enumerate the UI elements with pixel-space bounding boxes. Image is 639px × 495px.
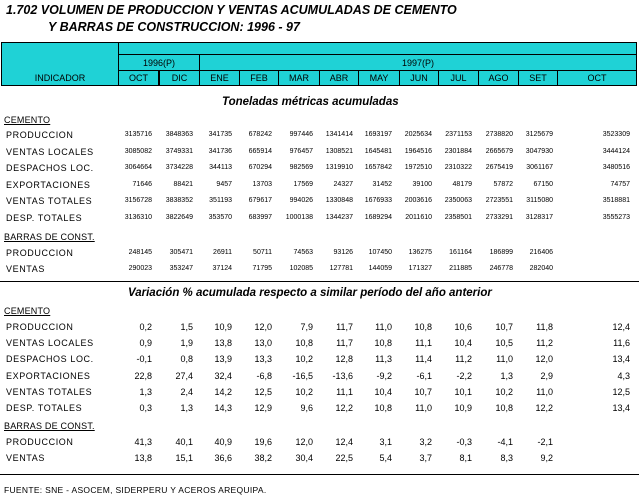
group-barras-tons: BARRAS DE CONST. bbox=[4, 232, 95, 242]
cell-value: 13,9 bbox=[214, 354, 232, 365]
table-row bbox=[0, 264, 639, 277]
row-label: EXPORTACIONES bbox=[6, 179, 91, 190]
cell-value: 32,4 bbox=[214, 370, 232, 381]
row-label: DESPACHOS LOC. bbox=[6, 163, 94, 173]
cell-value: 3838352 bbox=[165, 197, 193, 204]
cell-value: 290023 bbox=[128, 265, 152, 272]
cell-value: 15,1 bbox=[175, 453, 193, 463]
cell-value: 3064664 bbox=[124, 164, 152, 171]
table-row bbox=[0, 248, 639, 261]
cell-value: 10,1 bbox=[454, 386, 472, 397]
cell-value: 679617 bbox=[248, 197, 272, 204]
cell-value: 9,2 bbox=[540, 453, 553, 463]
header-spacer bbox=[118, 42, 637, 55]
month-header-set-10: SET bbox=[518, 70, 558, 86]
cell-value: 11,2 bbox=[455, 354, 472, 365]
month-header-mar-4: MAR bbox=[278, 70, 320, 86]
month-header-oct-0: OCT bbox=[118, 70, 159, 86]
cell-value: 12,5 bbox=[254, 386, 272, 397]
cell-value: 2025634 bbox=[404, 131, 432, 138]
cell-value: 3125679 bbox=[525, 131, 553, 138]
cell-value: 67150 bbox=[533, 180, 553, 188]
cell-value: 9457 bbox=[216, 180, 232, 188]
cell-value: 11,1 bbox=[415, 338, 432, 349]
section-title-variacion: Variación % acumulada respecto a similar período del año anterior bbox=[128, 287, 492, 299]
cell-value: 171327 bbox=[408, 265, 432, 272]
cell-value: 3444124 bbox=[602, 147, 630, 155]
cell-value: 9,6 bbox=[300, 403, 313, 413]
month-header-dic-1: DIC bbox=[159, 70, 200, 86]
cell-value: 1330848 bbox=[325, 197, 353, 204]
cell-value: 39100 bbox=[412, 180, 432, 188]
cell-value: 1693197 bbox=[364, 131, 392, 138]
cell-value: 2003616 bbox=[404, 197, 432, 204]
cell-value: 2,4 bbox=[180, 386, 193, 397]
cell-value: 683997 bbox=[248, 213, 272, 221]
cell-value: 0,3 bbox=[139, 403, 152, 413]
divider-bottom bbox=[0, 474, 639, 475]
cell-value: 351193 bbox=[209, 197, 232, 204]
cell-value: 12,8 bbox=[335, 354, 353, 365]
cell-value: 36,6 bbox=[214, 453, 232, 463]
cell-value: 1645481 bbox=[364, 147, 392, 155]
cell-value: 1972510 bbox=[404, 164, 432, 171]
cell-value: -2,2 bbox=[456, 370, 472, 381]
row-label: PRODUCCION bbox=[6, 322, 74, 332]
cell-value: 3848363 bbox=[165, 131, 193, 138]
table-row bbox=[0, 338, 639, 351]
cell-value: 1,3 bbox=[139, 386, 152, 397]
cell-value: 3156728 bbox=[124, 197, 152, 204]
cell-value: 22,5 bbox=[335, 453, 353, 463]
cell-value: 10,8 bbox=[374, 338, 392, 349]
cell-value: 13703 bbox=[252, 180, 272, 188]
cell-value: -9,2 bbox=[376, 370, 392, 381]
cell-value: 38,2 bbox=[254, 453, 272, 463]
cell-value: 305471 bbox=[169, 249, 193, 256]
cell-value: 997446 bbox=[289, 131, 313, 138]
cell-value: 670294 bbox=[248, 164, 272, 171]
cell-value: 2371153 bbox=[445, 131, 472, 138]
cell-value: 41,3 bbox=[134, 437, 152, 447]
month-header-oct-11: OCT bbox=[557, 70, 637, 86]
cell-value: 1308521 bbox=[325, 147, 353, 155]
cell-value: 2,9 bbox=[540, 370, 553, 381]
divider-top bbox=[0, 281, 639, 282]
cell-value: 2733291 bbox=[485, 213, 513, 221]
cell-value: 13,4 bbox=[612, 354, 630, 365]
indicador-header: INDICADOR bbox=[1, 42, 119, 86]
cell-value: -6,8 bbox=[256, 370, 272, 381]
cell-value: 13,8 bbox=[214, 338, 232, 349]
month-header-feb-3: FEB bbox=[239, 70, 279, 86]
cell-value: 12,0 bbox=[254, 322, 272, 332]
cell-value: 11,7 bbox=[336, 322, 353, 332]
month-header-jul-8: JUL bbox=[438, 70, 479, 86]
cell-value: 3,7 bbox=[419, 453, 432, 463]
cell-value: 40,1 bbox=[175, 437, 193, 447]
cell-value: 344113 bbox=[209, 164, 232, 171]
cell-value: 10,7 bbox=[414, 386, 432, 397]
cell-value: 3,1 bbox=[379, 437, 392, 447]
cell-value: 10,8 bbox=[414, 322, 432, 332]
cell-value: 1344237 bbox=[325, 213, 353, 221]
cell-value: 341735 bbox=[208, 131, 232, 138]
cell-value: 11,7 bbox=[336, 338, 353, 349]
cell-value: 3734228 bbox=[165, 164, 193, 171]
cell-value: 74563 bbox=[293, 249, 313, 256]
cell-value: 12,2 bbox=[335, 403, 353, 413]
cell-value: 2665679 bbox=[485, 147, 513, 155]
cell-value: 216406 bbox=[529, 249, 553, 256]
cell-value: 3555273 bbox=[602, 213, 630, 221]
row-label: DESP. TOTALES bbox=[6, 403, 83, 413]
cell-value: -16,5 bbox=[292, 370, 313, 381]
row-label: PRODUCCION bbox=[6, 248, 74, 258]
cell-value: -6,1 bbox=[416, 370, 432, 381]
cell-value: 57872 bbox=[493, 180, 513, 188]
cell-value: 1689294 bbox=[364, 213, 392, 221]
cell-value: 2738820 bbox=[485, 131, 513, 138]
cell-value: 48179 bbox=[452, 180, 472, 188]
cell-value: 37124 bbox=[212, 265, 232, 272]
table-row bbox=[0, 387, 639, 400]
row-label: EXPORTACIONES bbox=[6, 370, 91, 381]
cell-value: 10,9 bbox=[214, 322, 232, 332]
cell-value: 13,0 bbox=[254, 338, 272, 349]
cell-value: 12,5 bbox=[612, 386, 630, 397]
cell-value: 12,4 bbox=[335, 437, 353, 447]
cell-value: -4,1 bbox=[497, 437, 513, 447]
table-row bbox=[0, 371, 639, 384]
cell-value: 3128317 bbox=[525, 213, 553, 221]
cell-value: 40,9 bbox=[214, 437, 232, 447]
cell-value: -2,1 bbox=[537, 437, 553, 447]
cell-value: 3115080 bbox=[526, 197, 553, 204]
cell-value: 282040 bbox=[529, 265, 553, 272]
cell-value: 5,4 bbox=[379, 453, 392, 463]
cell-value: 0,8 bbox=[180, 354, 193, 365]
cell-value: 17569 bbox=[293, 180, 313, 188]
cell-value: 3085082 bbox=[124, 147, 152, 155]
cell-value: -0,3 bbox=[456, 437, 472, 447]
cell-value: 0,9 bbox=[139, 338, 152, 349]
cell-value: 74757 bbox=[610, 180, 630, 188]
group-cemento-tons: CEMENTO bbox=[4, 115, 51, 125]
cell-value: 2011610 bbox=[405, 213, 432, 221]
table-row bbox=[0, 130, 639, 143]
cell-value: 107450 bbox=[368, 249, 392, 256]
cell-value: 3480516 bbox=[602, 164, 630, 171]
cell-value: 7,9 bbox=[300, 322, 313, 332]
cell-value: 93126 bbox=[333, 249, 353, 256]
title-line-1: 1.702 VOLUMEN DE PRODUCCION Y VENTAS ACUMULADAS DE CEMENTO bbox=[6, 3, 457, 17]
cell-value: 10,7 bbox=[495, 322, 513, 332]
cell-value: 11,3 bbox=[375, 354, 392, 365]
cell-value: 12,0 bbox=[535, 354, 553, 365]
table-row bbox=[0, 403, 639, 416]
group-cemento-pct: CEMENTO bbox=[4, 306, 51, 316]
cell-value: 8,3 bbox=[500, 453, 513, 463]
table-row bbox=[0, 322, 639, 335]
cell-value: 976457 bbox=[289, 147, 313, 155]
cell-value: 13,4 bbox=[612, 403, 630, 413]
cell-value: 3047930 bbox=[525, 147, 553, 155]
row-label: VENTAS LOCALES bbox=[6, 146, 94, 157]
cell-value: 1000138 bbox=[285, 213, 313, 221]
cell-value: 2301884 bbox=[444, 147, 472, 155]
cell-value: 10,4 bbox=[454, 338, 472, 349]
table-row bbox=[0, 213, 639, 226]
cell-value: 14,3 bbox=[214, 403, 232, 413]
cell-value: 12,4 bbox=[612, 322, 630, 332]
table-row bbox=[0, 354, 639, 367]
cell-value: 31452 bbox=[372, 180, 392, 188]
month-header-ago-9: AGO bbox=[478, 70, 519, 86]
cell-value: 1,3 bbox=[500, 370, 513, 381]
cell-value: 24327 bbox=[333, 180, 353, 188]
cell-value: 2723551 bbox=[485, 197, 513, 204]
cell-value: 341736 bbox=[208, 147, 232, 155]
cell-value: 50711 bbox=[253, 249, 272, 256]
cell-value: 3136310 bbox=[124, 213, 152, 221]
cell-value: 14,2 bbox=[214, 386, 232, 397]
cell-value: 1341414 bbox=[325, 131, 353, 138]
table-row bbox=[0, 163, 639, 176]
cell-value: 102085 bbox=[289, 265, 313, 272]
cell-value: 353247 bbox=[169, 265, 193, 272]
row-label: PRODUCCION bbox=[6, 130, 74, 140]
cell-value: 11,8 bbox=[536, 322, 553, 332]
cell-value: 161164 bbox=[449, 249, 472, 256]
cell-value: 0,2 bbox=[139, 322, 152, 332]
row-label: VENTAS bbox=[6, 264, 45, 274]
cell-value: 88421 bbox=[173, 180, 193, 188]
cell-value: 30,4 bbox=[295, 453, 313, 463]
year-1997-header: 1997(P) bbox=[199, 54, 637, 71]
cell-value: 3518881 bbox=[602, 197, 630, 204]
cell-value: 246778 bbox=[489, 265, 513, 272]
cell-value: 12,2 bbox=[535, 403, 553, 413]
cell-value: 982569 bbox=[289, 164, 313, 171]
cell-value: 11,0 bbox=[415, 403, 432, 413]
title-line-2: Y BARRAS DE CONSTRUCCION: 1996 - 97 bbox=[48, 20, 300, 34]
cell-value: 3822649 bbox=[165, 213, 193, 221]
cell-value: 22,8 bbox=[134, 370, 152, 381]
cell-value: 3061167 bbox=[526, 164, 553, 171]
cell-value: 3523309 bbox=[602, 131, 630, 138]
cell-value: 994026 bbox=[289, 197, 313, 204]
row-label: VENTAS TOTALES bbox=[6, 386, 93, 397]
cell-value: 12,9 bbox=[254, 403, 272, 413]
group-barras-pct: BARRAS DE CONST. bbox=[4, 421, 95, 431]
table-row bbox=[0, 437, 639, 450]
cell-value: 10,4 bbox=[374, 386, 392, 397]
year-1996-header: 1996(P) bbox=[118, 54, 200, 71]
cell-value: 1657842 bbox=[364, 164, 392, 171]
cell-value: 10,8 bbox=[495, 403, 513, 413]
cell-value: 2310322 bbox=[444, 164, 472, 171]
cell-value: 10,5 bbox=[495, 338, 513, 349]
cell-value: 127781 bbox=[329, 265, 353, 272]
row-label: DESP. TOTALES bbox=[6, 212, 83, 223]
cell-value: 10,6 bbox=[454, 322, 472, 332]
cell-value: 8,1 bbox=[459, 453, 472, 463]
cell-value: 2358501 bbox=[444, 213, 472, 221]
table-header bbox=[1, 42, 637, 86]
cell-value: 11,1 bbox=[336, 386, 353, 397]
cell-value: 3,2 bbox=[419, 437, 432, 447]
month-header-ene-2: ENE bbox=[199, 70, 240, 86]
cell-value: 12,0 bbox=[295, 437, 313, 447]
cell-value: 136275 bbox=[408, 249, 432, 256]
cell-value: 26911 bbox=[213, 249, 232, 256]
table-row bbox=[0, 180, 639, 193]
cell-value: 11,4 bbox=[415, 354, 432, 365]
cell-value: 11,6 bbox=[613, 338, 630, 349]
table-row bbox=[0, 147, 639, 160]
month-header-jun-7: JUN bbox=[399, 70, 439, 86]
cell-value: 11,0 bbox=[496, 354, 513, 365]
cell-value: 3749331 bbox=[165, 147, 193, 155]
section-title-toneladas: Toneladas métricas acumuladas bbox=[222, 96, 399, 108]
cell-value: 13,3 bbox=[254, 354, 272, 365]
cell-value: 10,2 bbox=[295, 354, 313, 365]
cell-value: 248145 bbox=[128, 249, 152, 256]
cell-value: 353570 bbox=[208, 213, 232, 221]
cell-value: 211885 bbox=[449, 265, 472, 272]
cell-value: 4,3 bbox=[617, 370, 630, 381]
cell-value: 2675419 bbox=[485, 164, 513, 171]
table-row bbox=[0, 453, 639, 466]
cell-value: 1,3 bbox=[180, 403, 193, 413]
source-note: FUENTE: SNE - ASOCEM, SIDERPERU Y ACEROS AREQUIPA. bbox=[4, 485, 267, 495]
cell-value: 10,8 bbox=[295, 338, 313, 349]
month-header-abr-5: ABR bbox=[319, 70, 359, 86]
cell-value: 1,9 bbox=[180, 338, 193, 349]
cell-value: 186899 bbox=[489, 249, 513, 256]
cell-value: 71646 bbox=[132, 180, 152, 188]
cell-value: 10,8 bbox=[374, 403, 392, 413]
table-row bbox=[0, 196, 639, 209]
cell-value: 27,4 bbox=[175, 370, 193, 381]
cell-value: 3135716 bbox=[124, 131, 152, 138]
cell-value: 71795 bbox=[252, 265, 272, 272]
row-label: PRODUCCION bbox=[6, 437, 74, 447]
month-header-may-6: MAY bbox=[358, 70, 400, 86]
cell-value: 10,2 bbox=[295, 386, 313, 397]
cell-value: 13,8 bbox=[134, 453, 152, 463]
cell-value: 144059 bbox=[368, 265, 392, 272]
cell-value: 1319910 bbox=[325, 164, 353, 171]
row-label: VENTAS TOTALES bbox=[6, 196, 93, 206]
cell-value: 1676933 bbox=[364, 197, 392, 204]
cell-value: 10,9 bbox=[454, 403, 472, 413]
row-label: VENTAS LOCALES bbox=[6, 338, 94, 349]
row-label: DESPACHOS LOC. bbox=[6, 354, 94, 365]
cell-value: 2350063 bbox=[444, 197, 472, 204]
cell-value: 665914 bbox=[248, 147, 272, 155]
cell-value: 1,5 bbox=[180, 322, 193, 332]
cell-value: 11,0 bbox=[375, 322, 392, 332]
cell-value: 11,0 bbox=[536, 386, 553, 397]
cell-value: -0,1 bbox=[136, 354, 152, 365]
cell-value: -13,6 bbox=[332, 370, 353, 381]
row-label: VENTAS bbox=[6, 453, 45, 463]
cell-value: 19,6 bbox=[254, 437, 272, 447]
cell-value: 678242 bbox=[248, 131, 272, 138]
cell-value: 11,2 bbox=[536, 338, 553, 349]
cell-value: 10,2 bbox=[495, 386, 513, 397]
cell-value: 1964516 bbox=[404, 147, 432, 155]
